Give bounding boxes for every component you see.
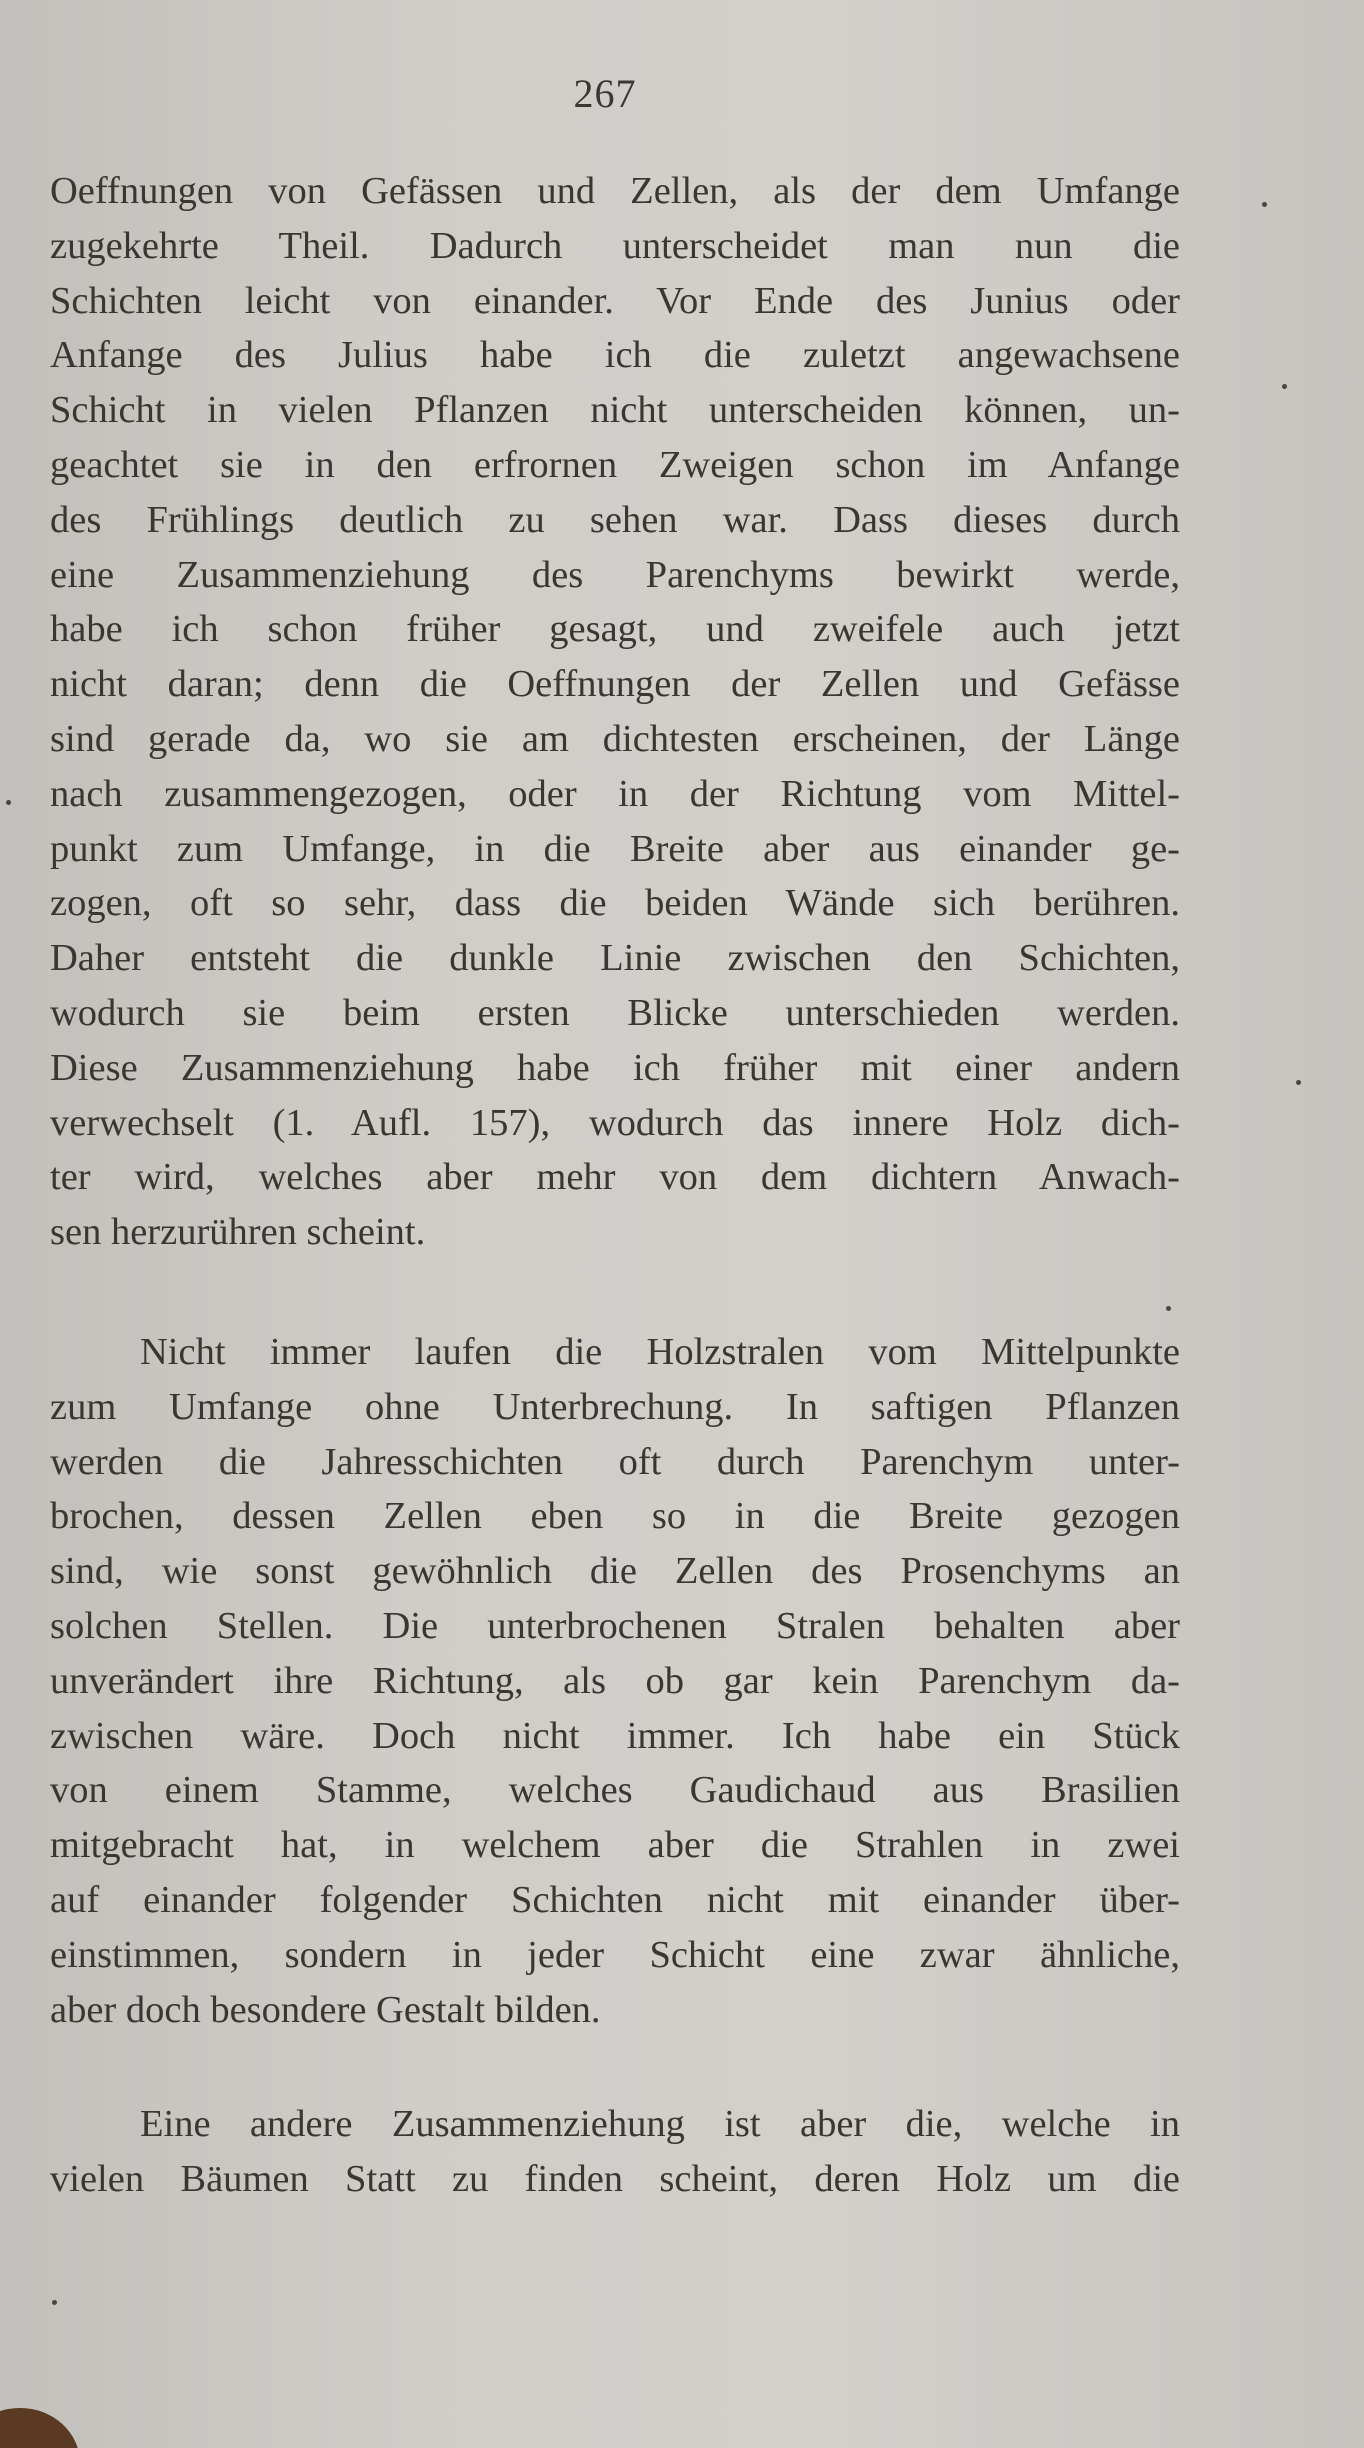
text-line: zwischen wäre. Doch nicht immer. Ich habe ein Stück (50, 1714, 1180, 1757)
text-line: verwechselt (1. Aufl. 157), wodurch das innere Holz dich- (50, 1101, 1180, 1144)
text-line: sen herzurühren scheint. (50, 1211, 426, 1254)
text-line: unverändert ihre Richtung, als ob gar kein Parenchym da- (50, 1659, 1180, 1702)
text-line: Nicht immer laufen die Holzstralen vom Mittelpunkte (140, 1331, 1180, 1373)
paragraph-1 (50, 164, 1180, 1260)
text-line: eine Zusammenziehung des Parenchyms bewirkt werde, (50, 553, 1180, 596)
paper-speck (1166, 1306, 1171, 1311)
text-line: auf einander folgender Schichten nicht mit einander über- (50, 1878, 1180, 1921)
text-line: solchen Stellen. Die unterbrochenen Stralen behalten aber (50, 1604, 1180, 1647)
text-line: Diese Zusammenziehung habe ich früher mit einer andern (50, 1046, 1180, 1089)
text-line: Schicht in vielen Pflanzen nicht unterscheiden können, un- (50, 389, 1180, 432)
text-line: zum Umfange ohne Unterbrechung. In saftigen Pflanzen (50, 1385, 1180, 1428)
text-line: brochen, dessen Zellen eben so in die Breite gezogen (50, 1495, 1180, 1538)
text-line: habe ich schon früher gesagt, und zweifele auch jetzt (50, 608, 1180, 651)
text-line: werden die Jahresschichten oft durch Parenchym unter- (50, 1440, 1180, 1483)
text-line: zugekehrte Theil. Dadurch unterscheidet man nun die (50, 224, 1180, 267)
text-line: von einem Stamme, welches Gaudichaud aus Brasilien (50, 1769, 1180, 1812)
text-line: mitgebracht hat, in welchem aber die Strahlen in zwei (50, 1824, 1180, 1867)
text-line: Anfange des Julius habe ich die zuletzt angewachsene (50, 334, 1180, 377)
page-number: 267 (573, 71, 637, 116)
text-line: zogen, oft so sehr, dass die beiden Wände sich berühren. (50, 882, 1180, 925)
paper-speck (1296, 1080, 1301, 1085)
text-line: punkt zum Umfange, in die Breite aber aus einander ge- (50, 827, 1180, 870)
paper-speck (1262, 202, 1267, 207)
text-line: sind, wie sonst gewöhnlich die Zellen des Prosenchyms an (50, 1550, 1180, 1593)
paper-speck (52, 2300, 57, 2305)
text-line: sind gerade da, wo sie am dichtesten erscheinen, der Länge (50, 717, 1180, 760)
page-corner-shadow (0, 2408, 80, 2448)
text-line: Schichten leicht von einander. Vor Ende des Junius oder (50, 279, 1180, 322)
text-line: nicht daran; denn die Oeffnungen der Zellen und Gefässe (50, 663, 1180, 706)
text-line: einstimmen, sondern in jeder Schicht eine zwar ähnliche, (50, 1933, 1180, 1976)
text-line: Eine andere Zusammenziehung ist aber die, welche in (140, 2103, 1180, 2145)
text-line: ter wird, welches aber mehr von dem dichtern Anwach- (50, 1156, 1180, 1199)
text-line: wodurch sie beim ersten Blicke unterschieden werden. (50, 991, 1180, 1034)
paragraph-3 (50, 2097, 1180, 2207)
text-line: des Frühlings deutlich zu sehen war. Dass dieses durch (50, 498, 1180, 541)
paper-speck (1282, 384, 1287, 389)
text-line: aber doch besondere Gestalt bilden. (50, 1988, 601, 2031)
paragraph-2 (50, 1325, 1180, 2037)
paper-speck (6, 800, 11, 805)
text-line: vielen Bäumen Statt zu finden scheint, deren Holz um die (50, 2157, 1180, 2200)
text-line: nach zusammengezogen, oder in der Richtung vom Mittel- (50, 772, 1180, 815)
text-line: Oeffnungen von Gefässen und Zellen, als der dem Umfange (50, 170, 1180, 212)
text-line: Daher entsteht die dunkle Linie zwischen den Schichten, (50, 937, 1180, 980)
text-line: geachtet sie in den erfrornen Zweigen schon im Anfange (50, 443, 1180, 486)
